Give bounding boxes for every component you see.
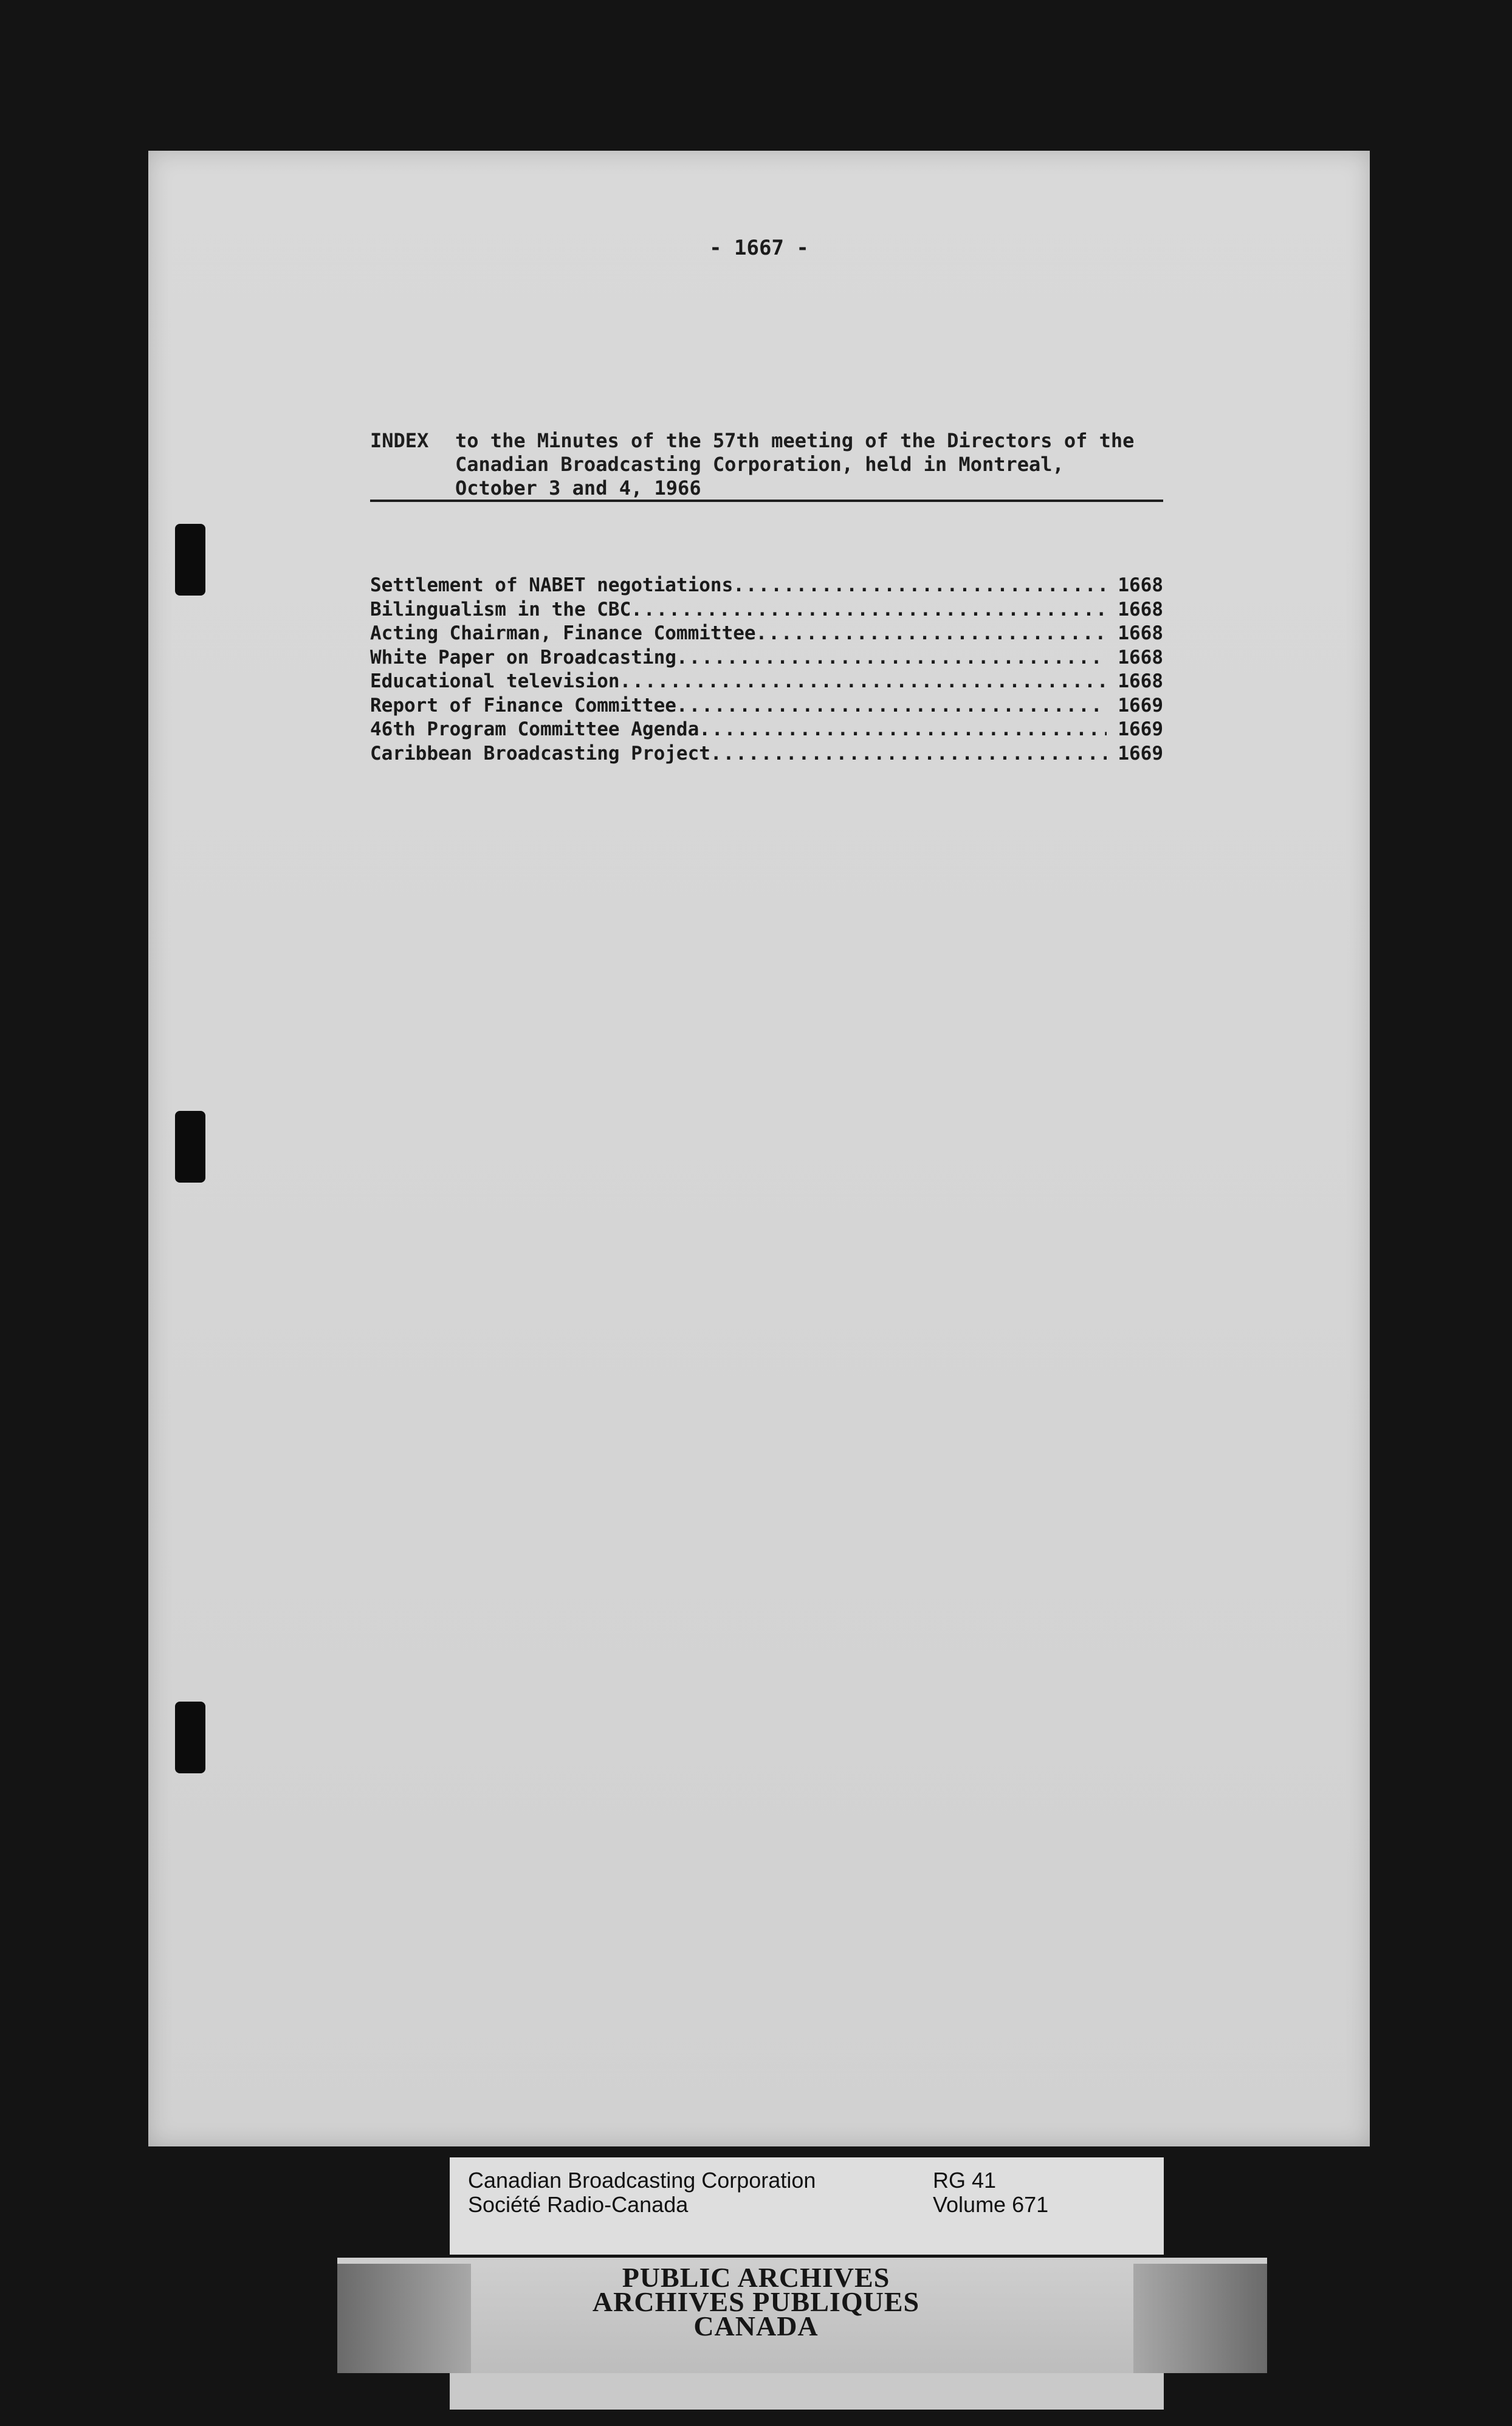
label-line: Société Radio-Canada <box>468 2192 689 2217</box>
index-entry <box>370 670 1163 695</box>
archive-footer <box>0 2157 1512 2426</box>
page-number: - 1667 - <box>709 236 809 260</box>
index-entry <box>370 622 1163 647</box>
label-line: RG 41 <box>933 2168 997 2193</box>
entry-page: 1669 <box>1118 694 1163 716</box>
dot-leader <box>756 622 1107 644</box>
dot-leader <box>710 743 1107 765</box>
dot-leader <box>676 647 1107 668</box>
label-tab <box>450 2373 1164 2410</box>
entry-title: Report of Finance Committee <box>370 694 676 716</box>
label-line: Canadian Broadcasting Corporation <box>468 2168 816 2193</box>
entry-title: Acting Chairman, Finance Committee <box>370 622 756 644</box>
entry-page: 1669 <box>1118 718 1163 740</box>
index-entry <box>370 574 1163 599</box>
index-entry <box>370 695 1163 719</box>
index-label: INDEX <box>370 429 429 452</box>
entry-page: 1668 <box>1118 598 1163 620</box>
label-line: Volume 671 <box>933 2192 1049 2217</box>
entry-title: Caribbean Broadcasting Project <box>370 742 710 765</box>
index-list <box>370 574 1163 766</box>
entry-page: 1669 <box>1118 742 1163 765</box>
stamp-line: CANADA <box>693 2311 819 2342</box>
dot-leader <box>699 718 1107 740</box>
dot-leader <box>676 695 1107 716</box>
entry-title: Settlement of NABET negotiations <box>370 574 734 596</box>
stamp-line: ARCHIVES PUBLIQUES <box>592 2286 920 2317</box>
archive-stamp <box>0 2262 1512 2342</box>
entry-title: 46th Program Committee Agenda <box>370 718 699 740</box>
dot-leader <box>620 670 1107 692</box>
entry-title: Bilingualism in the CBC <box>370 598 631 620</box>
entry-page: 1668 <box>1118 646 1163 668</box>
entry-title: White Paper on Broadcasting <box>370 646 676 668</box>
heading-rule <box>370 500 1163 502</box>
binder-hole <box>175 1702 205 1773</box>
index-entry <box>370 718 1163 743</box>
label-organization <box>468 2168 816 2217</box>
label-reference <box>933 2168 1048 2217</box>
binder-hole <box>175 524 205 596</box>
index-entry <box>370 599 1163 623</box>
index-title: to the Minutes of the 57th meeting of the Directors of the Canadian Broadcasting Corporation, held in Montreal, October 3 and 4, 1966 <box>455 429 1135 500</box>
dot-leader <box>733 574 1107 596</box>
archive-label-card <box>450 2157 1164 2255</box>
dot-leader <box>631 599 1107 620</box>
stamp-line: PUBLIC ARCHIVES <box>622 2262 890 2293</box>
document-page <box>148 151 1370 2146</box>
entry-page: 1668 <box>1118 574 1163 596</box>
binder-hole <box>175 1111 205 1183</box>
entry-page: 1668 <box>1118 622 1163 644</box>
index-entry <box>370 647 1163 671</box>
entry-title: Educational television <box>370 670 620 692</box>
index-entry <box>370 743 1163 767</box>
entry-page: 1668 <box>1118 670 1163 692</box>
